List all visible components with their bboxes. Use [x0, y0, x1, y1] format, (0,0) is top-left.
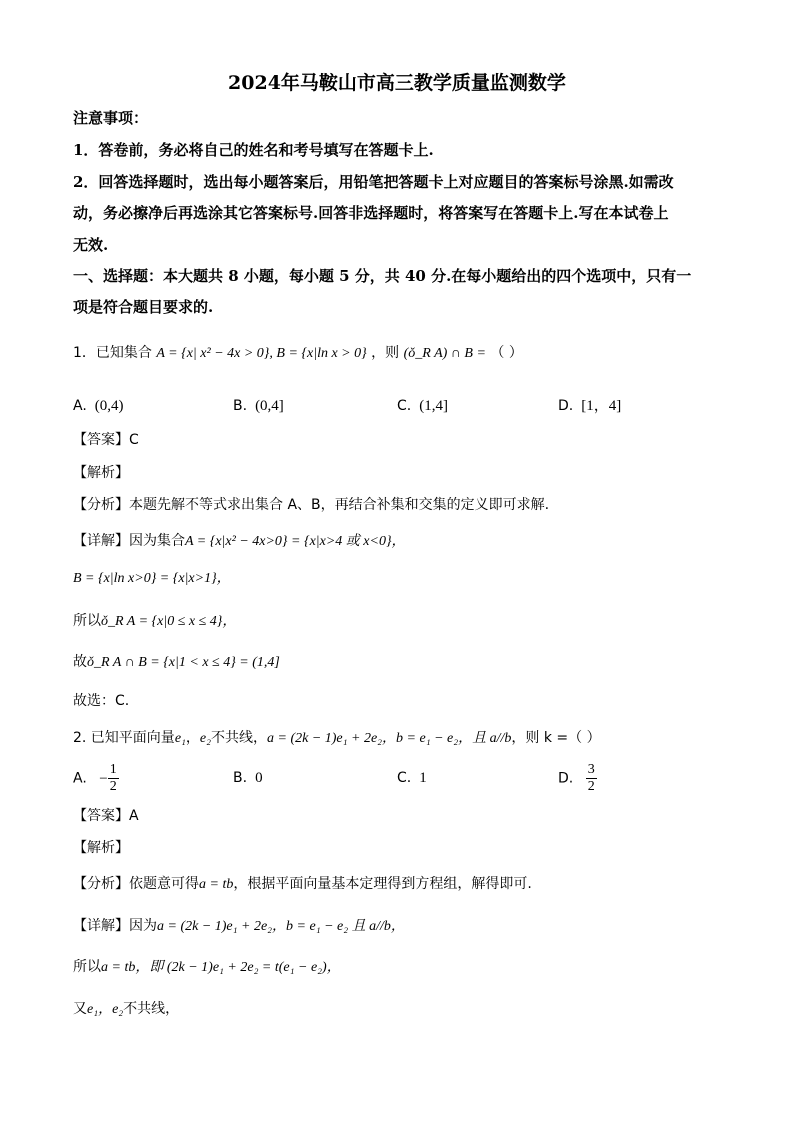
- question-2-option-d: [558, 762, 597, 795]
- option-label: B.: [233, 770, 248, 786]
- separator: ，: [185, 730, 200, 746]
- detail-prefix: 因为集合: [129, 533, 185, 549]
- detail-prefix: 又: [73, 1001, 87, 1017]
- detail-prefix: 所以: [73, 959, 101, 975]
- parallel-condition: ，且 a//b: [458, 731, 512, 746]
- question-1-answer: [73, 430, 139, 450]
- question-1-detail-2: B = {x|ln x>0} = {x|x>1}，: [73, 571, 231, 586]
- question-1-set-b: , B = {x|ln x > 0}: [269, 346, 367, 361]
- option-value: (0,4): [94, 398, 124, 414]
- vector-a-definition: a = (2k − 1)e₁ + 2e₂: [267, 731, 383, 746]
- question-1-stem: [73, 343, 523, 364]
- option-label: A.: [73, 398, 87, 414]
- option-value: [1，4]: [581, 398, 622, 414]
- question-1-detail-3: [73, 611, 236, 632]
- question-2-detail-1: [73, 916, 405, 937]
- notice-heading: 注意事项：: [73, 109, 149, 127]
- question-2-answer: [73, 806, 139, 826]
- question-1-analysis-tag: 【解析】: [73, 465, 129, 481]
- vector-e1: e₁: [174, 731, 186, 746]
- question-2-stem: [73, 728, 601, 749]
- question-2-end: ，则 k =（ ）: [511, 730, 601, 746]
- vector-e2: e₂: [199, 731, 211, 746]
- question-2-analysis-tag: 【解析】: [73, 840, 129, 856]
- notice-item-2-line-2: 动，务必擦净后再选涂其它答案标号.回答非选择题时，将答案写在答题卡上.写在本试卷上: [73, 204, 669, 222]
- notice-item-1: 1．答卷前，务必将自己的姓名和考号填写在答题卡上.: [73, 141, 434, 159]
- detail-tag: 【详解】: [73, 533, 129, 549]
- fraction-denominator: 2: [587, 779, 595, 794]
- question-1-prefix: 1．已知集合: [73, 345, 152, 361]
- detail-expression: a = (2k − 1)e₁ + 2e₂，b = e₁ − e₂ 且 a//b，: [157, 919, 405, 934]
- detail-expression: e₁，e₂: [87, 1002, 124, 1017]
- option-fraction: [586, 762, 597, 795]
- page-title: 2024年马鞍山市高三教学质量监测数学: [228, 72, 566, 94]
- question-1-option-c: [397, 396, 448, 416]
- fenxi-text: 本题先解不等式求出集合 A、B，再结合补集和交集的定义即可求解.: [129, 497, 550, 513]
- section-1-line-2: 项是符合题目要求的.: [73, 298, 214, 316]
- question-2-option-c: [397, 768, 427, 788]
- question-2-option-b: [233, 768, 263, 788]
- question-1-option-d: [558, 396, 621, 416]
- detail-suffix: 不共线，: [123, 1001, 180, 1017]
- question-1-detail-4: [73, 652, 280, 673]
- question-2-option-a: [73, 762, 119, 795]
- notice-item-2-line-1: 2．回答选择题时，选出每小题答案后，用铅笔把答题卡上对应题目的答案标号涂黑.如需改: [73, 173, 674, 191]
- notice-item-2-line-3: 无效.: [73, 236, 109, 254]
- question-2-fenxi: [73, 874, 532, 895]
- option-fraction: [108, 762, 119, 795]
- fenxi-prefix: 依题意可得: [129, 876, 199, 892]
- option-value: 1: [419, 770, 427, 786]
- option-label: B.: [233, 398, 248, 414]
- fraction-numerator: 1: [109, 762, 117, 777]
- question-1-fenxi: [73, 495, 549, 515]
- vector-b-definition: ，b = e₁ − e₂: [382, 731, 459, 746]
- fenxi-tag: 【分析】: [73, 876, 129, 892]
- question-1-blank: （ ）: [490, 345, 523, 361]
- question-2-mid: 不共线，: [211, 730, 267, 746]
- detail-expression: ǒ_R A = {x|0 ≤ x ≤ 4}，: [101, 614, 237, 629]
- answer-tag: 【答案】: [73, 808, 129, 824]
- question-1-suffix: ，则: [371, 345, 400, 361]
- question-1-set-a: A = {x| x² − 4x > 0}: [156, 346, 270, 361]
- fraction-numerator: 3: [587, 762, 595, 777]
- option-label: D.: [558, 398, 574, 414]
- option-value: (0,4]: [255, 398, 284, 414]
- answer-value: C: [129, 432, 139, 448]
- section-1-line-1: 一、选择题：本大题共 8 小题，每小题 5 分，共 40 分.在每小题给出的四个选项中，只有一: [73, 267, 692, 285]
- fenxi-expression: a = tb: [199, 877, 234, 892]
- fenxi-tag: 【分析】: [73, 497, 129, 513]
- question-1-detail-1: [73, 531, 406, 552]
- fenxi-suffix: ，根据平面向量基本定理得到方程组，解得即可.: [233, 876, 532, 892]
- question-2-detail-3: [73, 999, 179, 1020]
- detail-prefix: 因为: [129, 918, 157, 934]
- answer-tag: 【答案】: [73, 432, 129, 448]
- option-value: (1,4]: [419, 398, 448, 414]
- detail-expression: a = tb，即 (2k − 1)e₁ + 2e₂ = t(e₁ − e₂)，: [101, 960, 341, 975]
- option-value: 0: [255, 770, 263, 786]
- detail-prefix: 故: [73, 654, 87, 670]
- question-2-detail-2: [73, 957, 341, 978]
- option-label: D.: [558, 770, 574, 787]
- option-sign: −: [99, 770, 108, 787]
- option-label: C.: [397, 770, 412, 786]
- detail-tag: 【详解】: [73, 918, 129, 934]
- detail-prefix: 所以: [73, 613, 101, 629]
- option-label: C.: [397, 398, 412, 414]
- detail-expression: ǒ_R A ∩ B = {x|1 < x ≤ 4} = (1,4]: [87, 655, 280, 670]
- question-1-option-b: [233, 396, 284, 416]
- option-label: A.: [73, 770, 87, 787]
- fraction-denominator: 2: [109, 779, 117, 794]
- answer-value: A: [129, 808, 139, 824]
- question-1-choice: 故选：C.: [73, 693, 130, 709]
- question-2-prefix: 2. 已知平面向量: [73, 730, 175, 746]
- question-1-option-a: [73, 396, 124, 416]
- question-1-expression: (ǒ_R A) ∩ B =: [403, 346, 486, 361]
- detail-expression: A = {x|x² − 4x>0} = {x|x>4 或 x<0}，: [185, 534, 406, 549]
